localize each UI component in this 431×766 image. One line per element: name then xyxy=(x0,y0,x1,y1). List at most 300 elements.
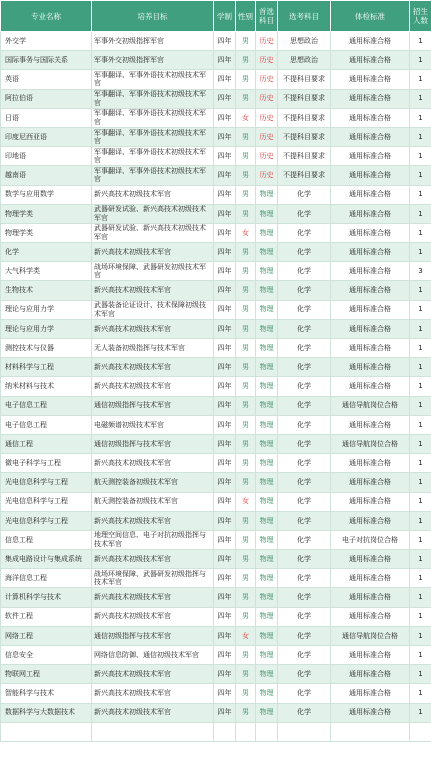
gender-cell: 男 xyxy=(236,454,256,473)
duration-cell: 四年 xyxy=(214,185,236,204)
table-row xyxy=(1,147,431,166)
major-cell: 光电信息科学与工程 xyxy=(1,511,92,530)
physical-standard-cell: 通用标准合格 xyxy=(331,377,410,396)
gender-cell: 男 xyxy=(236,588,256,607)
first-subject-cell: 物理 xyxy=(256,262,278,281)
quota-cell: 1 xyxy=(410,32,431,51)
gender-cell: 男 xyxy=(236,319,256,338)
physical-standard-cell: 通用标准合格 xyxy=(331,89,410,108)
elective-cell: 化学 xyxy=(278,665,331,684)
first-subject-cell: 物理 xyxy=(256,665,278,684)
table-row xyxy=(1,434,431,453)
quota-cell: 1 xyxy=(410,339,431,358)
physical-standard-cell: 通用标准合格 xyxy=(331,588,410,607)
first-subject-cell: 物理 xyxy=(256,377,278,396)
header-first-subject: 首选科目 xyxy=(256,1,278,32)
elective-cell: 化学 xyxy=(278,377,331,396)
table-row xyxy=(1,262,431,281)
gender-cell: 男 xyxy=(236,262,256,281)
major-cell: 化学 xyxy=(1,243,92,262)
quota-cell: 1 xyxy=(410,607,431,626)
physical-standard-cell: 通用标准合格 xyxy=(331,646,410,665)
major-cell: 纳米材料与技术 xyxy=(1,377,92,396)
first-subject-cell: 历史 xyxy=(256,108,278,127)
table-row xyxy=(1,492,431,511)
first-subject-cell: 历史 xyxy=(256,51,278,70)
gender-cell: 男 xyxy=(236,147,256,166)
duration-cell: 四年 xyxy=(214,415,236,434)
duration-cell: 四年 xyxy=(214,473,236,492)
goal-cell: 军事外交初级指挥军官 xyxy=(92,32,214,51)
major-cell: 印度尼西亚语 xyxy=(1,127,92,146)
table-row xyxy=(1,569,431,588)
duration-cell: 四年 xyxy=(214,607,236,626)
major-cell: 数学与应用数学 xyxy=(1,185,92,204)
quota-cell: 1 xyxy=(410,223,431,242)
major-cell: 电子信息工程 xyxy=(1,396,92,415)
first-subject-cell: 物理 xyxy=(256,434,278,453)
gender-cell: 男 xyxy=(236,32,256,51)
header-physical-standard: 体检标准 xyxy=(331,1,410,32)
first-subject-cell: 物理 xyxy=(256,454,278,473)
goal-cell: 新兴高技术初级技术军官 xyxy=(92,319,214,338)
quota-cell: 1 xyxy=(410,569,431,588)
goal-cell: 新兴高技术初级技术军官 xyxy=(92,665,214,684)
table-body xyxy=(1,32,431,742)
header-goal: 培养目标 xyxy=(92,1,214,32)
elective-cell: 思想政治 xyxy=(278,32,331,51)
duration-cell: 四年 xyxy=(214,262,236,281)
table-row xyxy=(1,646,431,665)
major-cell: 生物技术 xyxy=(1,281,92,300)
table-row xyxy=(1,89,431,108)
major-cell: 理论与应用力学 xyxy=(1,319,92,338)
elective-cell: 不提科目要求 xyxy=(278,147,331,166)
goal-cell: 通信初级指挥与技术军官 xyxy=(92,626,214,645)
physical-standard-cell: 通用标准合格 xyxy=(331,607,410,626)
goal-cell: 新兴高技术初级技术军官 xyxy=(92,588,214,607)
major-cell: 网络工程 xyxy=(1,626,92,645)
table-row xyxy=(1,550,431,569)
goal-cell: 新兴高技术初级技术军官 xyxy=(92,185,214,204)
goal-cell: 军事翻译、军事外语技术初级技术军官 xyxy=(92,70,214,89)
goal-cell: 通信初级指挥与技术军官 xyxy=(92,396,214,415)
duration-cell: 四年 xyxy=(214,204,236,223)
table-row xyxy=(1,319,431,338)
elective-cell: 不提科目要求 xyxy=(278,127,331,146)
elective-cell xyxy=(278,722,331,741)
quota-cell: 1 xyxy=(410,626,431,645)
physical-standard-cell: 通用标准合格 xyxy=(331,358,410,377)
duration-cell: 四年 xyxy=(214,396,236,415)
table-row xyxy=(1,300,431,319)
goal-cell: 无人装备初级指挥与技术军官 xyxy=(92,339,214,358)
table-row xyxy=(1,703,431,722)
physical-standard-cell: 通用标准合格 xyxy=(331,223,410,242)
table-row xyxy=(1,626,431,645)
first-subject-cell: 历史 xyxy=(256,32,278,51)
first-subject-cell: 物理 xyxy=(256,511,278,530)
duration-cell: 四年 xyxy=(214,434,236,453)
duration-cell: 四年 xyxy=(214,454,236,473)
quota-cell: 1 xyxy=(410,51,431,70)
quota-cell: 1 xyxy=(410,377,431,396)
first-subject-cell: 物理 xyxy=(256,473,278,492)
duration-cell: 四年 xyxy=(214,569,236,588)
duration-cell: 四年 xyxy=(214,646,236,665)
first-subject-cell: 物理 xyxy=(256,358,278,377)
major-cell: 集成电路设计与集成系统 xyxy=(1,550,92,569)
goal-cell: 航天测控装备初级技术军官 xyxy=(92,492,214,511)
table-row xyxy=(1,185,431,204)
table-row xyxy=(1,530,431,549)
major-cell: 外交学 xyxy=(1,32,92,51)
major-cell: 材料科学与工程 xyxy=(1,358,92,377)
gender-cell: 男 xyxy=(236,434,256,453)
elective-cell: 化学 xyxy=(278,703,331,722)
elective-cell: 化学 xyxy=(278,204,331,223)
elective-cell: 化学 xyxy=(278,243,331,262)
goal-cell: 电磁频谱初级技术军官 xyxy=(92,415,214,434)
gender-cell: 男 xyxy=(236,703,256,722)
goal-cell xyxy=(92,722,214,741)
table-row xyxy=(1,223,431,242)
first-subject-cell: 物理 xyxy=(256,626,278,645)
elective-cell: 化学 xyxy=(278,223,331,242)
quota-cell: 1 xyxy=(410,89,431,108)
duration-cell: 四年 xyxy=(214,626,236,645)
goal-cell: 新兴高技术初级技术军官 xyxy=(92,684,214,703)
table-row xyxy=(1,722,431,741)
gender-cell: 男 xyxy=(236,166,256,185)
first-subject-cell: 历史 xyxy=(256,127,278,146)
table-row xyxy=(1,51,431,70)
quota-cell: 3 xyxy=(410,262,431,281)
physical-standard-cell: 通用标准合格 xyxy=(331,684,410,703)
physical-standard-cell: 通用标准合格 xyxy=(331,127,410,146)
physical-standard-cell: 通用标准合格 xyxy=(331,550,410,569)
gender-cell: 男 xyxy=(236,665,256,684)
quota-cell: 1 xyxy=(410,185,431,204)
major-cell: 阿拉伯语 xyxy=(1,89,92,108)
table-row xyxy=(1,415,431,434)
quota-cell: 1 xyxy=(410,703,431,722)
goal-cell: 军事翻译、军事外语技术初级技术军官 xyxy=(92,166,214,185)
physical-standard-cell: 通用标准合格 xyxy=(331,32,410,51)
goal-cell: 军事翻译、军事外语技术初级技术军官 xyxy=(92,127,214,146)
duration-cell: 四年 xyxy=(214,243,236,262)
table-row xyxy=(1,511,431,530)
header-gender: 性别 xyxy=(236,1,256,32)
gender-cell: 男 xyxy=(236,51,256,70)
elective-cell: 化学 xyxy=(278,569,331,588)
first-subject-cell: 历史 xyxy=(256,147,278,166)
physical-standard-cell xyxy=(331,722,410,741)
gender-cell: 男 xyxy=(236,530,256,549)
major-cell: 信息安全 xyxy=(1,646,92,665)
quota-cell: 1 xyxy=(410,166,431,185)
gender-cell: 男 xyxy=(236,550,256,569)
quota-cell: 1 xyxy=(410,665,431,684)
quota-cell: 1 xyxy=(410,646,431,665)
duration-cell xyxy=(214,722,236,741)
quota-cell: 1 xyxy=(410,70,431,89)
gender-cell: 男 xyxy=(236,339,256,358)
first-subject-cell: 物理 xyxy=(256,339,278,358)
elective-cell: 化学 xyxy=(278,415,331,434)
physical-standard-cell: 通用标准合格 xyxy=(331,511,410,530)
major-cell: 光电信息科学与工程 xyxy=(1,492,92,511)
quota-cell: 1 xyxy=(410,492,431,511)
first-subject-cell: 物理 xyxy=(256,243,278,262)
goal-cell: 地理空间信息、电子对抗初级指挥与技术军官 xyxy=(92,530,214,549)
gender-cell: 男 xyxy=(236,377,256,396)
header-row xyxy=(1,1,431,32)
first-subject-cell: 物理 xyxy=(256,319,278,338)
quota-cell: 1 xyxy=(410,550,431,569)
duration-cell: 四年 xyxy=(214,588,236,607)
major-cell: 信息工程 xyxy=(1,530,92,549)
first-subject-cell: 物理 xyxy=(256,185,278,204)
physical-standard-cell: 通用标准合格 xyxy=(331,147,410,166)
quota-cell: 1 xyxy=(410,473,431,492)
physical-standard-cell: 通信导航岗位合格 xyxy=(331,434,410,453)
major-cell: 海洋信息工程 xyxy=(1,569,92,588)
physical-standard-cell: 电子对抗岗位合格 xyxy=(331,530,410,549)
table-row xyxy=(1,588,431,607)
gender-cell: 男 xyxy=(236,511,256,530)
table-row xyxy=(1,166,431,185)
goal-cell: 军事外交初级指挥军官 xyxy=(92,51,214,70)
elective-cell: 化学 xyxy=(278,319,331,338)
physical-standard-cell: 通用标准合格 xyxy=(331,166,410,185)
elective-cell: 化学 xyxy=(278,358,331,377)
table-row xyxy=(1,127,431,146)
major-cell: 物联网工程 xyxy=(1,665,92,684)
major-cell xyxy=(1,722,92,741)
duration-cell: 四年 xyxy=(214,108,236,127)
duration-cell: 四年 xyxy=(214,511,236,530)
quota-cell: 1 xyxy=(410,415,431,434)
header-elective-subject: 选考科目 xyxy=(278,1,331,32)
duration-cell: 四年 xyxy=(214,550,236,569)
quota-cell: 1 xyxy=(410,434,431,453)
physical-standard-cell: 通用标准合格 xyxy=(331,262,410,281)
goal-cell: 战场环境保障、武器研发初级技术军官 xyxy=(92,262,214,281)
goal-cell: 新兴高技术初级技术军官 xyxy=(92,358,214,377)
goal-cell: 通信初级指挥与技术军官 xyxy=(92,434,214,453)
table-row xyxy=(1,684,431,703)
header-quota: 招生人数 xyxy=(410,1,431,32)
gender-cell: 男 xyxy=(236,607,256,626)
physical-standard-cell: 通用标准合格 xyxy=(331,415,410,434)
elective-cell: 化学 xyxy=(278,339,331,358)
first-subject-cell: 物理 xyxy=(256,569,278,588)
duration-cell: 四年 xyxy=(214,530,236,549)
goal-cell: 军事翻译、军事外语技术初级技术军官 xyxy=(92,108,214,127)
table-row xyxy=(1,473,431,492)
header-major: 专业名称 xyxy=(1,1,92,32)
duration-cell: 四年 xyxy=(214,166,236,185)
physical-standard-cell: 通用标准合格 xyxy=(331,665,410,684)
first-subject-cell: 物理 xyxy=(256,607,278,626)
elective-cell: 化学 xyxy=(278,550,331,569)
quota-cell: 1 xyxy=(410,319,431,338)
gender-cell: 男 xyxy=(236,473,256,492)
goal-cell: 军事翻译、军事外语技术初级技术军官 xyxy=(92,89,214,108)
gender-cell: 男 xyxy=(236,415,256,434)
header-duration: 学制 xyxy=(214,1,236,32)
goal-cell: 武器研发试验、新兴高技术初级技术军官 xyxy=(92,223,214,242)
table-row xyxy=(1,358,431,377)
physical-standard-cell: 通用标准合格 xyxy=(331,51,410,70)
first-subject-cell xyxy=(256,722,278,741)
major-cell: 通信工程 xyxy=(1,434,92,453)
major-cell: 大气科学类 xyxy=(1,262,92,281)
first-subject-cell: 历史 xyxy=(256,89,278,108)
quota-cell: 1 xyxy=(410,127,431,146)
physical-standard-cell: 通用标准合格 xyxy=(331,185,410,204)
quota-cell: 1 xyxy=(410,511,431,530)
gender-cell: 男 xyxy=(236,300,256,319)
quota-cell: 1 xyxy=(410,588,431,607)
major-cell: 微电子科学与工程 xyxy=(1,454,92,473)
table-row xyxy=(1,108,431,127)
elective-cell: 化学 xyxy=(278,281,331,300)
elective-cell: 化学 xyxy=(278,588,331,607)
duration-cell: 四年 xyxy=(214,223,236,242)
physical-standard-cell: 通用标准合格 xyxy=(331,319,410,338)
physical-standard-cell: 通用标准合格 xyxy=(331,473,410,492)
duration-cell: 四年 xyxy=(214,281,236,300)
elective-cell: 不提科目要求 xyxy=(278,166,331,185)
goal-cell: 战场环境保障、武器研发初级指挥与技术军官 xyxy=(92,569,214,588)
goal-cell: 新兴高技术初级技术军官 xyxy=(92,281,214,300)
elective-cell: 化学 xyxy=(278,511,331,530)
table-row xyxy=(1,70,431,89)
elective-cell: 思想政治 xyxy=(278,51,331,70)
major-cell: 数据科学与大数据技术 xyxy=(1,703,92,722)
quota-cell: 1 xyxy=(410,684,431,703)
first-subject-cell: 物理 xyxy=(256,646,278,665)
gender-cell: 女 xyxy=(236,492,256,511)
gender-cell: 女 xyxy=(236,108,256,127)
elective-cell: 化学 xyxy=(278,607,331,626)
table-row xyxy=(1,339,431,358)
quota-cell: 1 xyxy=(410,358,431,377)
major-cell: 理论与应用力学 xyxy=(1,300,92,319)
duration-cell: 四年 xyxy=(214,684,236,703)
gender-cell: 男 xyxy=(236,89,256,108)
goal-cell: 新兴高技术初级技术军官 xyxy=(92,243,214,262)
duration-cell: 四年 xyxy=(214,147,236,166)
elective-cell: 化学 xyxy=(278,530,331,549)
gender-cell: 女 xyxy=(236,626,256,645)
major-cell: 英语 xyxy=(1,70,92,89)
duration-cell: 四年 xyxy=(214,492,236,511)
table-row xyxy=(1,281,431,300)
elective-cell: 化学 xyxy=(278,454,331,473)
gender-cell: 男 xyxy=(236,569,256,588)
duration-cell: 四年 xyxy=(214,300,236,319)
goal-cell: 军事翻译、军事外语技术初级技术军官 xyxy=(92,147,214,166)
elective-cell: 化学 xyxy=(278,473,331,492)
table-row xyxy=(1,204,431,223)
major-cell: 越南语 xyxy=(1,166,92,185)
major-cell: 物理学类 xyxy=(1,204,92,223)
goal-cell: 网络信息防御、通信初级技术军官 xyxy=(92,646,214,665)
duration-cell: 四年 xyxy=(214,51,236,70)
first-subject-cell: 物理 xyxy=(256,530,278,549)
quota-cell: 1 xyxy=(410,243,431,262)
first-subject-cell: 物理 xyxy=(256,684,278,703)
major-cell: 印地语 xyxy=(1,147,92,166)
gender-cell: 男 xyxy=(236,358,256,377)
major-cell: 软件工程 xyxy=(1,607,92,626)
first-subject-cell: 物理 xyxy=(256,223,278,242)
elective-cell: 不提科目要求 xyxy=(278,89,331,108)
physical-standard-cell: 通用标准合格 xyxy=(331,454,410,473)
quota-cell: 1 xyxy=(410,204,431,223)
elective-cell: 化学 xyxy=(278,646,331,665)
physical-standard-cell: 通用标准合格 xyxy=(331,300,410,319)
goal-cell: 武器装备论证设计、技术保障初级技术军官 xyxy=(92,300,214,319)
major-cell: 电子信息工程 xyxy=(1,415,92,434)
quota-cell: 1 xyxy=(410,147,431,166)
duration-cell: 四年 xyxy=(214,89,236,108)
first-subject-cell: 物理 xyxy=(256,492,278,511)
quota-cell: 1 xyxy=(410,281,431,300)
gender-cell: 男 xyxy=(236,684,256,703)
duration-cell: 四年 xyxy=(214,665,236,684)
duration-cell: 四年 xyxy=(214,358,236,377)
major-cell: 光电信息科学与工程 xyxy=(1,473,92,492)
quota-cell: 1 xyxy=(410,108,431,127)
elective-cell: 化学 xyxy=(278,626,331,645)
gender-cell xyxy=(236,722,256,741)
elective-cell: 化学 xyxy=(278,684,331,703)
goal-cell: 新兴高技术初级技术军官 xyxy=(92,607,214,626)
first-subject-cell: 物理 xyxy=(256,415,278,434)
elective-cell: 化学 xyxy=(278,434,331,453)
first-subject-cell: 物理 xyxy=(256,550,278,569)
goal-cell: 新兴高技术初级技术军官 xyxy=(92,550,214,569)
physical-standard-cell: 通用标准合格 xyxy=(331,569,410,588)
duration-cell: 四年 xyxy=(214,703,236,722)
duration-cell: 四年 xyxy=(214,70,236,89)
first-subject-cell: 历史 xyxy=(256,166,278,185)
duration-cell: 四年 xyxy=(214,32,236,51)
table-row xyxy=(1,377,431,396)
duration-cell: 四年 xyxy=(214,319,236,338)
table-row xyxy=(1,665,431,684)
quota-cell: 1 xyxy=(410,530,431,549)
goal-cell: 新兴高技术初级技术军官 xyxy=(92,703,214,722)
goal-cell: 新兴高技术初级技术军官 xyxy=(92,377,214,396)
major-cell: 测控技术与仪器 xyxy=(1,339,92,358)
first-subject-cell: 物理 xyxy=(256,588,278,607)
table-row xyxy=(1,32,431,51)
physical-standard-cell: 通用标准合格 xyxy=(331,108,410,127)
duration-cell: 四年 xyxy=(214,127,236,146)
table-row xyxy=(1,607,431,626)
gender-cell: 女 xyxy=(236,223,256,242)
first-subject-cell: 物理 xyxy=(256,396,278,415)
major-cell: 国际事务与国际关系 xyxy=(1,51,92,70)
physical-standard-cell: 通用标准合格 xyxy=(331,70,410,89)
quota-cell xyxy=(410,722,431,741)
physical-standard-cell: 通用标准合格 xyxy=(331,339,410,358)
